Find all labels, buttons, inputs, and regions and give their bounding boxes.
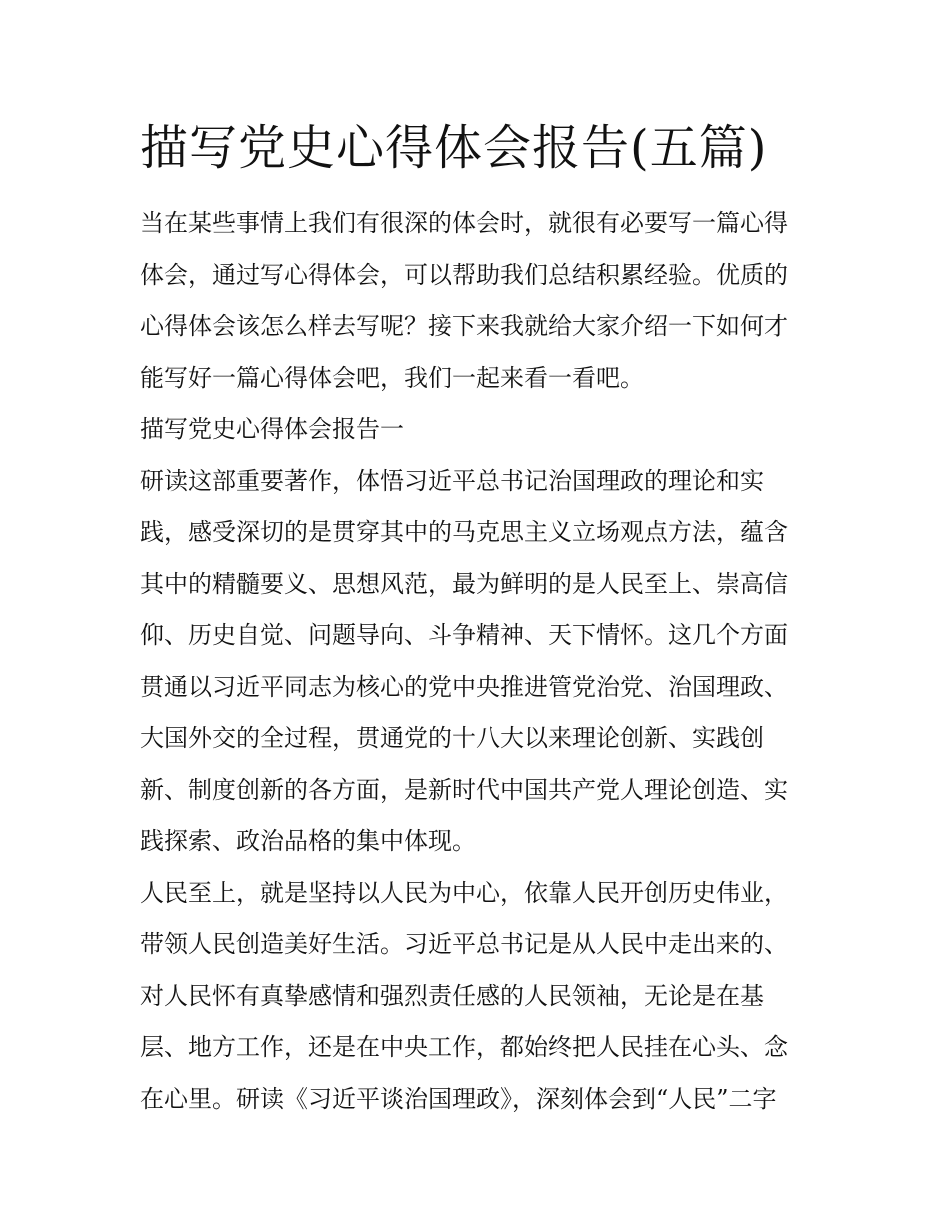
paragraph-1-line-8: 践探索、政治品格的集中体现。 [140, 827, 476, 855]
document-body [140, 198, 820, 1125]
section-heading-1: 描写党史心得体会报告一 [140, 415, 404, 443]
intro-line-1: 当在某些事情上我们有很深的体会时，就很有必要写一篇心得 [140, 209, 788, 237]
paragraph-2-line-2: 带领人民创造美好生活。习近平总书记是从人民中走出来的、 [140, 930, 788, 958]
paragraph-2-line-1: 人民至上，就是坚持以人民为中心，依靠人民开创历史伟业， [140, 878, 788, 907]
paragraph-1-line-7: 新、制度创新的各方面，是新时代中国共产党人理论创造、实 [140, 775, 788, 804]
intro-line-4: 能写好一篇心得体会吧，我们一起来看一看吧。 [140, 363, 644, 392]
paragraph-2-line-4: 层、地方工作，还是在中央工作，都始终把人民挂在心头、念 [140, 1033, 788, 1061]
paragraph-2-line-5: 在心里。研读《习近平谈治国理政》，深刻体会到“人民”二字 [140, 1084, 777, 1113]
paragraph-1-line-1: 研读这部重要著作，体悟习近平总书记治国理政的理论和实 [140, 466, 764, 495]
document-title: 描写党史心得体会报告(五篇) [140, 120, 768, 176]
paragraph-1-line-4: 仰、历史自觉、问题导向、斗争精神、天下情怀。这几个方面 [140, 621, 788, 649]
paragraph-2-line-3: 对人民怀有真挚感情和强烈责任感的人民领袖，无论是在基 [140, 981, 764, 1010]
paragraph-1-line-3: 其中的精髓要义、思想风范，最为鲜明的是人民至上、崇高信 [140, 569, 788, 598]
intro-line-3: 心得体会该怎么样去写呢？接下来我就给大家介绍一下如何才 [140, 312, 788, 340]
paragraph-1-line-2: 践，感受深切的是贯穿其中的马克思主义立场观点方法，蕴含 [140, 518, 788, 546]
intro-line-2: 体会，通过写心得体会，可以帮助我们总结积累经验。优质的 [140, 260, 788, 289]
paragraph-1-line-6: 大国外交的全过程，贯通党的十八大以来理论创新、实践创 [140, 724, 764, 752]
paragraph-1-line-5: 贯通以习近平同志为核心的党中央推进管党治党、治国理政、 [140, 672, 788, 701]
